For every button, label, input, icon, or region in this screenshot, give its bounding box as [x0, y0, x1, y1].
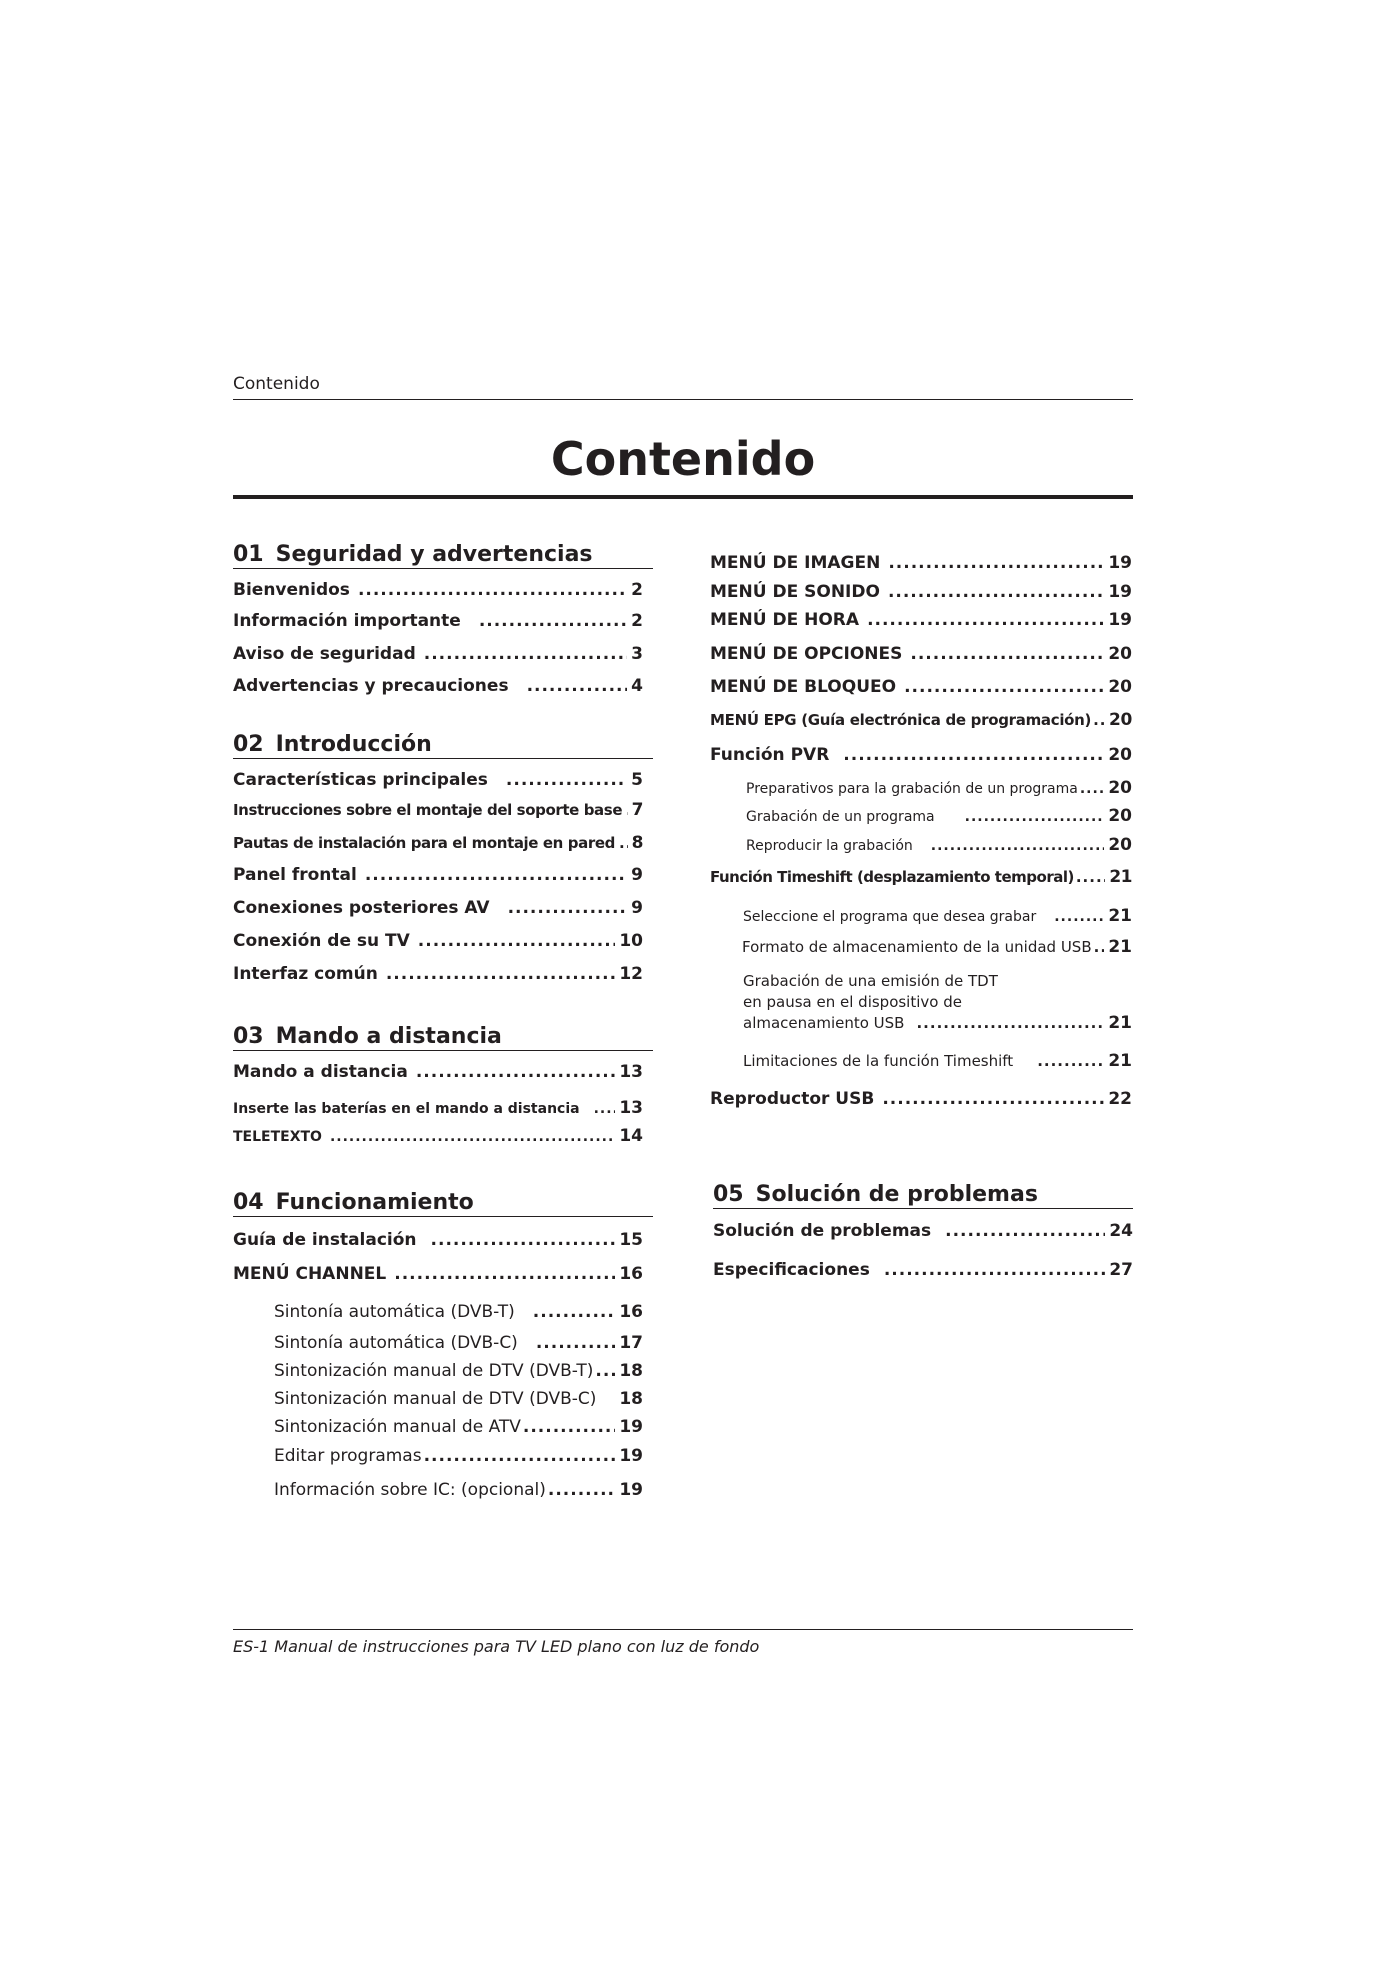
entry-page: 20	[1108, 710, 1132, 730]
footer-rule	[233, 1629, 1133, 1630]
entry-label: Limitaciones de la función Timeshift	[743, 1052, 1014, 1070]
toc-subentry-multiline[interactable]	[743, 971, 1132, 1034]
entry-label: Bienvenidos	[233, 580, 350, 600]
entry-line: en pausa en el dispositivo de	[743, 993, 962, 1011]
entry-label: Sintonización manual de ATV	[274, 1417, 521, 1437]
entry-label: Características principales	[233, 770, 488, 790]
section-title: Mando a distancia	[275, 1024, 502, 1049]
entry-page: 20	[1108, 677, 1132, 697]
entry-page: 21	[1108, 1051, 1132, 1071]
entry-page: 20	[1108, 778, 1132, 798]
dot-leader	[365, 865, 627, 885]
dot-leader	[479, 611, 627, 631]
toc-entry[interactable]	[233, 1098, 643, 1118]
toc-subentry[interactable]	[746, 806, 1132, 826]
toc-entry[interactable]	[710, 745, 1132, 765]
toc-entry[interactable]	[233, 611, 643, 631]
entry-page: 19	[619, 1446, 643, 1466]
toc-entry[interactable]	[233, 1230, 643, 1250]
dot-leader	[595, 1361, 615, 1381]
entry-label: Conexión de su TV	[233, 931, 410, 951]
toc-entry[interactable]	[710, 1089, 1132, 1109]
toc-entry[interactable]	[233, 865, 643, 885]
dot-leader	[533, 1302, 616, 1322]
header-rule	[233, 399, 1133, 400]
dot-leader	[945, 1221, 1105, 1241]
entry-page: 9	[631, 865, 643, 885]
dot-leader	[508, 898, 628, 918]
dot-leader	[1080, 781, 1104, 797]
section-05-heading	[713, 1182, 1133, 1209]
toc-subentry[interactable]	[274, 1333, 643, 1353]
toc-entry[interactable]	[710, 644, 1132, 664]
section-number: 03	[233, 1024, 264, 1049]
entry-label: Mando a distancia	[233, 1062, 408, 1082]
dot-leader	[888, 553, 1104, 573]
toc-entry[interactable]	[233, 964, 643, 984]
toc-entry[interactable]	[710, 867, 1132, 887]
dot-leader	[1094, 938, 1105, 956]
entry-label: Guía de instalación	[233, 1230, 417, 1250]
section-02-heading	[233, 732, 653, 759]
entry-page: 19	[1108, 582, 1132, 602]
entry-page: 18	[619, 1389, 643, 1409]
title-rule	[233, 495, 1133, 499]
entry-page: 8	[631, 833, 643, 853]
entry-label: Interfaz común	[233, 964, 378, 984]
dot-leader	[965, 809, 1105, 825]
entry-label: MENÚ DE SONIDO	[710, 582, 880, 602]
toc-entry[interactable]	[233, 833, 643, 853]
entry-label: Reproducir la grabación	[746, 838, 913, 854]
entry-label: Pautas de instalación para el montaje en pared	[233, 834, 615, 852]
entry-page: 2	[631, 611, 643, 631]
dot-leader	[931, 838, 1105, 854]
entry-line: almacenamiento USB	[743, 1014, 905, 1032]
toc-subentry[interactable]	[274, 1361, 643, 1381]
entry-page: 19	[1108, 610, 1132, 630]
section-03-heading	[233, 1024, 653, 1051]
entry-page: 5	[631, 770, 643, 790]
entry-page: 10	[619, 931, 643, 951]
toc-entry[interactable]	[233, 770, 643, 790]
toc-subentry[interactable]	[274, 1389, 643, 1409]
entry-page: 15	[619, 1230, 643, 1250]
entry-page: 19	[619, 1480, 643, 1500]
toc-entry[interactable]	[233, 931, 643, 951]
section-number: 02	[233, 732, 264, 757]
toc-subentry[interactable]	[274, 1302, 643, 1322]
entry-label: MENÚ DE BLOQUEO	[710, 677, 897, 697]
section-number: 05	[713, 1182, 744, 1207]
toc-entry[interactable]	[233, 676, 643, 696]
section-number: 01	[233, 542, 264, 567]
entry-page: 22	[1108, 1089, 1132, 1109]
toc-entry[interactable]	[233, 898, 643, 918]
dot-leader	[523, 1417, 615, 1437]
dot-leader	[626, 801, 627, 819]
entry-page: 20	[1108, 806, 1132, 826]
toc-subentry[interactable]	[274, 1446, 643, 1466]
dot-leader	[394, 1264, 615, 1284]
entry-label: Sintonía automática (DVB-C)	[274, 1333, 518, 1353]
entry-label: MENÚ DE HORA	[710, 610, 860, 630]
dot-leader	[424, 644, 627, 664]
section-title: Funcionamiento	[275, 1190, 474, 1215]
toc-entry[interactable]	[233, 1062, 643, 1082]
entry-label: Advertencias y precauciones	[233, 676, 509, 696]
entry-page: 20	[1108, 835, 1132, 855]
dot-leader	[843, 745, 1104, 765]
entry-page: 14	[619, 1126, 643, 1146]
toc-entry[interactable]	[713, 1221, 1133, 1241]
entry-label: Grabación de un programa	[746, 809, 935, 825]
section-01-heading	[233, 542, 653, 569]
entry-label: Reproductor USB	[710, 1089, 875, 1109]
dot-leader	[431, 1230, 616, 1250]
dot-leader	[548, 1480, 615, 1500]
toc-subentry[interactable]	[746, 835, 1132, 855]
entry-page: 19	[1108, 553, 1132, 573]
entry-page: 19	[619, 1417, 643, 1437]
entry-page: 16	[619, 1264, 643, 1284]
entry-page: 20	[1108, 644, 1132, 664]
entry-page: 27	[1109, 1260, 1133, 1280]
dot-leader	[1037, 1052, 1104, 1070]
toc-entry[interactable]	[233, 1126, 643, 1146]
toc-entry[interactable]	[710, 553, 1132, 573]
dot-leader	[904, 677, 1104, 697]
toc-entry[interactable]	[233, 800, 643, 820]
entry-label: Información sobre IC: (opcional)	[274, 1480, 546, 1500]
entry-page: 21	[1108, 1013, 1132, 1033]
section-title: Solución de problemas	[755, 1182, 1038, 1207]
dot-leader	[416, 1062, 615, 1082]
dot-leader	[888, 582, 1104, 602]
toc-entry[interactable]	[710, 610, 1132, 630]
entry-label: Función Timeshift (desplazamiento temporal)	[710, 868, 1074, 886]
toc-entry[interactable]	[233, 580, 643, 600]
toc-subentry[interactable]	[743, 1051, 1132, 1071]
entry-label: Especificaciones	[713, 1260, 870, 1280]
entry-label: MENÚ DE IMAGEN	[710, 553, 881, 573]
section-title: Introducción	[275, 732, 432, 757]
section-number: 04	[233, 1190, 264, 1215]
entry-page: 17	[619, 1333, 643, 1353]
toc-subentry[interactable]	[742, 937, 1132, 957]
dot-leader	[330, 1129, 615, 1145]
section-04-heading	[233, 1190, 653, 1217]
entry-label: Aviso de seguridad	[233, 644, 416, 664]
dot-leader	[418, 931, 616, 951]
entry-label: Inserte las baterías en el mando a distancia	[233, 1101, 580, 1117]
entry-page: 2	[631, 580, 643, 600]
toc-entry[interactable]	[710, 677, 1132, 697]
toc-entry[interactable]	[713, 1260, 1133, 1280]
entry-page: 18	[619, 1361, 643, 1381]
dot-leader	[910, 644, 1104, 664]
entry-page: 21	[1108, 937, 1132, 957]
entry-line: Grabación de una emisión de TDT	[743, 972, 998, 990]
entry-label: Panel frontal	[233, 865, 357, 885]
running-header: Contenido	[233, 374, 320, 394]
entry-label: Formato de almacenamiento de la unidad USB	[742, 938, 1092, 956]
entry-page: 13	[619, 1062, 643, 1082]
entry-page: 3	[631, 644, 643, 664]
entry-page: 21	[1109, 867, 1132, 887]
toc-subentry[interactable]	[746, 778, 1132, 798]
section-title: Seguridad y advertencias	[275, 542, 593, 567]
entry-label: Sintonía automática (DVB-T)	[274, 1302, 515, 1322]
toc-entry[interactable]	[710, 582, 1132, 602]
entry-page: 20	[1108, 745, 1132, 765]
toc-entry[interactable]	[233, 644, 643, 664]
entry-label: Sintonización manual de DTV (DVB-T)	[274, 1361, 594, 1381]
entry-page: 13	[619, 1098, 643, 1118]
entry-label: MENÚ EPG (Guía electrónica de programación)	[710, 711, 1092, 729]
toc-entry[interactable]	[710, 710, 1132, 730]
entry-label: Editar programas	[274, 1446, 422, 1466]
dot-leader	[1076, 868, 1105, 886]
entry-label: Solución de problemas	[713, 1221, 932, 1241]
page-title: Contenido	[550, 432, 816, 486]
entry-label: MENÚ DE OPCIONES	[710, 644, 903, 664]
dot-leader	[594, 1101, 616, 1117]
entry-page: 24	[1109, 1221, 1133, 1241]
dot-leader	[527, 676, 628, 696]
entry-label: Conexiones posteriores AV	[233, 898, 490, 918]
dot-leader	[506, 770, 627, 790]
toc-subentry[interactable]	[274, 1480, 643, 1500]
entry-label: MENÚ CHANNEL	[233, 1264, 387, 1284]
dot-leader	[619, 834, 628, 852]
toc-subentry[interactable]	[743, 906, 1132, 926]
toc-entry[interactable]	[233, 1264, 643, 1284]
dot-leader	[614, 1389, 615, 1409]
entry-label: TELETEXTO	[233, 1129, 322, 1145]
dot-leader	[884, 1260, 1106, 1280]
entry-page: 4	[631, 676, 643, 696]
entry-label: Seleccione el programa que desea grabar	[743, 909, 1037, 925]
entry-page: 21	[1108, 906, 1132, 926]
entry-page: 12	[619, 964, 643, 984]
dot-leader	[358, 580, 627, 600]
dot-leader	[882, 1089, 1104, 1109]
entry-page: 9	[631, 898, 643, 918]
entry-label: Información importante	[233, 611, 461, 631]
entry-page: 16	[619, 1302, 643, 1322]
entry-label: Sintonización manual de DTV (DVB-C)	[274, 1389, 597, 1409]
dot-leader	[386, 964, 616, 984]
toc-subentry[interactable]	[274, 1417, 643, 1437]
dot-leader	[424, 1446, 616, 1466]
dot-leader	[867, 610, 1104, 630]
entry-label: Preparativos para la grabación de un programa	[746, 781, 1078, 797]
entry-label: Función PVR	[710, 745, 830, 765]
dot-leader	[1054, 909, 1104, 925]
entry-page: 7	[631, 800, 643, 820]
dot-leader	[916, 1013, 1104, 1034]
page-footer: ES-1 Manual de instrucciones para TV LED plano con luz de fondo	[233, 1637, 760, 1656]
dot-leader	[1093, 711, 1105, 729]
dot-leader	[536, 1333, 616, 1353]
entry-label: Instrucciones sobre el montaje del soporte base	[233, 801, 623, 819]
